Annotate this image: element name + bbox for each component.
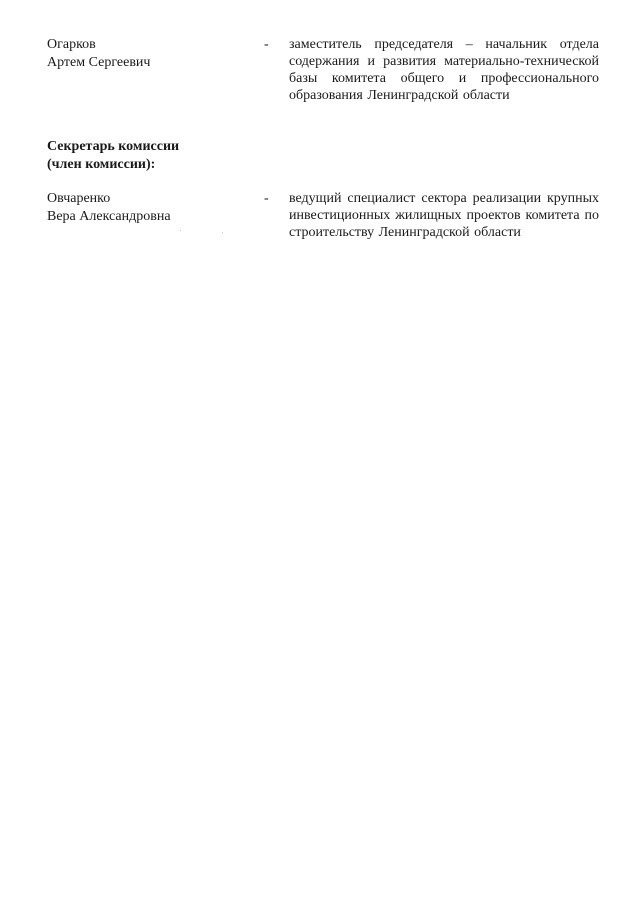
member-name [47,190,257,226]
secretary-heading-line2: (член комиссии): [47,157,156,172]
scan-speck [180,230,181,231]
member-surname: Овчаренко [47,191,111,206]
member-entry-ovcharenko [47,190,603,262]
member-position: ведущий специалист сектора реализации крупных инвестиционных жилищных проектов комитета по строительству Ленинградской области [289,191,599,240]
member-entry-ogarkov [47,36,603,122]
member-surname: Огарков [47,37,96,52]
member-given-names: Артем Сергеевич [47,55,151,70]
secretary-heading-line1: Секретарь комиссии [47,139,180,154]
scan-speck [222,232,223,233]
separator-dash: - [264,37,269,52]
member-given-names: Вера Александровна [47,209,171,224]
member-name [47,36,257,72]
separator-dash: - [264,191,269,206]
member-position: заместитель председателя – начальник отдела содержания и развития материально-технической базы комитета общего и профессионального образования Ленинградской области [289,37,599,103]
secretary-heading [47,138,307,174]
